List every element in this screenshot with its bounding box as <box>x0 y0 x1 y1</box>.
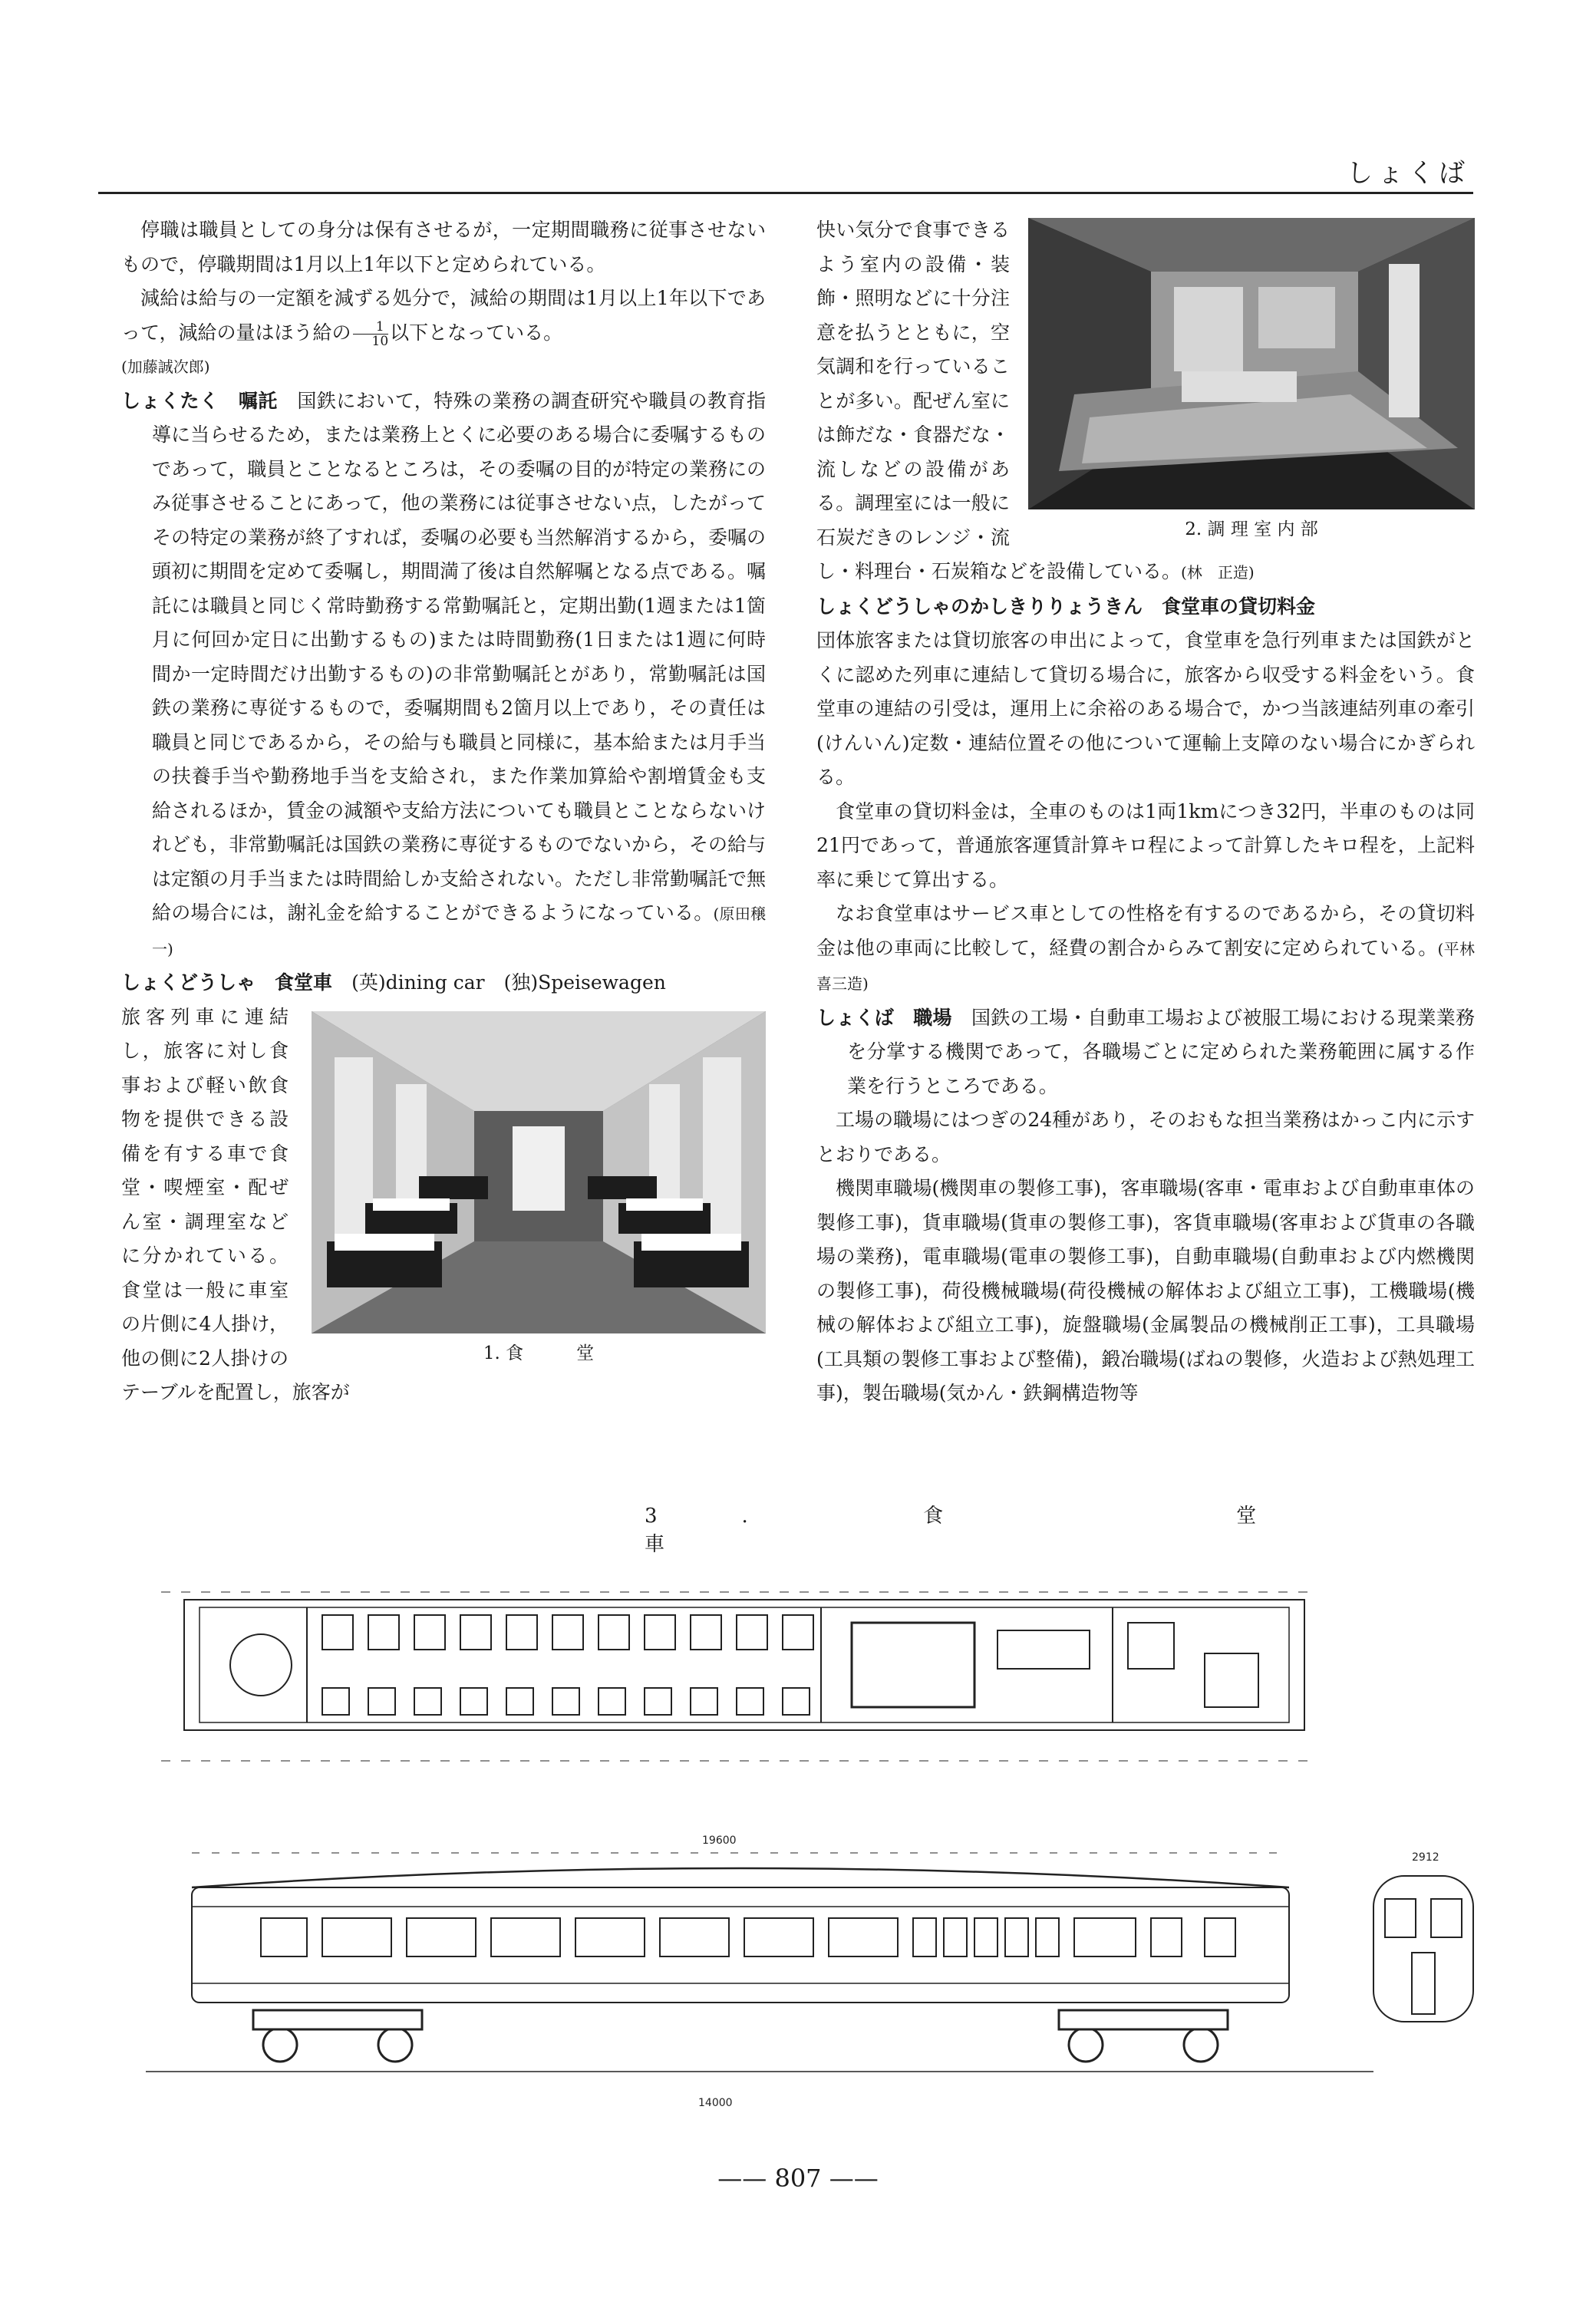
page-number: —— 807 —— <box>717 2164 879 2193</box>
dining-car-photo-drawing <box>312 1011 766 1333</box>
signature-harada: (原田穣一) <box>152 905 766 958</box>
entry-shokutaku-body: 国鉄において，特殊の業務の調査研究や職員の教育指導に当らせるため，または業務上とくに必要のある場合に委嘱するものであって，職員とことなるところは，その委嘱の目的が特定の業務にのみ従事させることにあって，他の業務には従事させない点，したがってその特定の業務が終了すれば，委嘱の必要も当然解消するから，委嘱の頭初に期間を定めて委嘱し，期間満了後は自然解嘱となる点である。嘱託には職員と同じく常時勤務する常勤嘱託と，定期出勤(1週または1箇月に何回か定日に出勤するもの)または時間勤務(1日または1週に何時間か一定時間だけ出勤するもの)の非常勤嘱託とがあり，常勤嘱託は国鉄の業務に専従するもので，委嘱期間も2箇月以上であり，その責任は職員と同じであるから，その給与も職員と同様に，基本給または月手当の扶養手当や勤務地手当を支給され，また作業加算給や割増賃金も支給されるほか，賃金の減額や支給方法についても職員とことならないけれども，非常勤嘱託は国鉄の業務に専従するものでないから，その給与は定額の月手当または時間給しか支給されない。ただし非常勤嘱託で無給の場合には，謝礼金を給することができるようになっている。 <box>152 389 767 924</box>
left-column <box>121 213 766 1410</box>
entry-shokutaku-reading: しょくたく <box>121 389 219 412</box>
entry-shokutaku-term: 嘱託 <box>238 389 278 412</box>
page-number-value: 807 <box>774 2164 822 2193</box>
entry-shokuba-p1: 国鉄の工場・自動車工場および被服工場における現業業務を分掌する機関であって，各職場ごとに定められた業務範囲に属する作業を行うところである。 <box>847 1006 1475 1097</box>
entry-kashikiri-heading <box>816 590 1475 625</box>
signature-hayashi: (林 正造) <box>1181 563 1255 582</box>
dim-width: 2912 <box>1412 1851 1439 1864</box>
entry-kashikiri-p3-text: なお食堂車はサービス車としての性格を有するのであるから，その貸切料金は他の車両に比較して，経費の割合からみて割安に定められている。 <box>816 902 1475 959</box>
dim-total-length: 19600 <box>702 1834 737 1847</box>
photo2-caption: 2. 調 理 室 内 部 <box>1185 519 1318 539</box>
car-plan-and-elevation <box>115 1500 1550 2160</box>
entry-kashikiri-p2: 食堂車の貸切料金は，全車のものは1両1kmにつき32円，半車のものは同21円であって，普通旅客運賃計算キロ程によって計算したキロ程を，上記料率に乗じて算出する。 <box>816 799 1475 891</box>
entry-shokudosha-term: 食堂車 <box>275 971 333 994</box>
right-column <box>816 213 1475 1411</box>
end-view <box>1373 1876 1473 2022</box>
fraction-denominator: 10 <box>371 333 389 349</box>
photo1-caption: 1. 食 堂 <box>483 1343 595 1363</box>
genkyu-text-b: 以下となっている。 <box>390 321 563 344</box>
entry-shokuba-term: 職場 <box>913 1006 952 1029</box>
fraction-one-tenth <box>353 320 389 348</box>
signature-kato: (加藤誠次郎) <box>121 358 210 376</box>
entry-shokutaku <box>121 384 766 967</box>
entry-kashikiri-term: 食堂車の貸切料金 <box>1162 595 1316 618</box>
entry-kashikiri-p3 <box>816 897 1475 1001</box>
entry-shokudosha-en: (英)dining car <box>351 971 485 994</box>
dim-body-length: 14000 <box>698 2097 733 2109</box>
genkyu-text-a: 減給は給与の一定額を減ずる処分で，減給の期間は1月以上1年以下であって，減給の量はほう給の <box>121 287 766 344</box>
fraction-numerator: 1 <box>353 320 389 335</box>
teishoku-paragraph: 停職は職員としての身分は保有させるが，一定期間職務に従事させないもので，停職期間は1月以上1年以下と定められている。 <box>121 219 766 275</box>
figure-dining-car-drawing <box>115 1500 1550 2160</box>
running-head: しょくば <box>1347 158 1469 189</box>
photo-kitchen-interior <box>1028 218 1475 509</box>
entry-shokudosha-de: (独)Speisewagen <box>503 971 666 994</box>
entry-shokuba <box>816 1001 1475 1104</box>
entry-shokuba-p3: 機関車職場(機関車の製修工事)，客車職場(客車・電車および自動車車体の製修工事)，貨車職場(貨車の製修工事)，客貨車職場(客車および貨車の各職場の業務)，電車職場(電車の製修工事)，自動車職場(自動車および内燃機関の製修工事)，荷役機械職場(荷役機械の解体および組立工事)，工機職場(機械の解体および組立工事)，旋盤職場(金属製品の機械削正工事)，工具職場(工具類の製修工事および整備)，鍛冶職場(ばねの製修，火造および熱処理工事)，製缶職場(気かん・鉄鋼構造物等 <box>816 1177 1475 1404</box>
photo-dining-car-interior <box>312 1011 766 1333</box>
entry-kashikiri-p1: 団体旅客または貸切旅客の申出によって，食堂車を急行列車または国鉄がとくに認めた列車に連結して貸切る場合に，旅客から収受する料金をいう。食堂車の連結の引受は，運用上に余裕のある場合で，かつ当該連結列車の牽引(けんいん)定数・連結位置その他について運輸上支障のない場合にかぎられる。 <box>816 629 1475 788</box>
kitchen-photo-drawing <box>1028 218 1475 509</box>
entry-kashikiri-reading: しょくどうしゃのかしきりりょうきん <box>816 595 1143 618</box>
signature-hirabayashi: (平林喜三造) <box>816 939 1475 993</box>
entry-shokudosha-reading: しょくどうしゃ <box>121 971 256 994</box>
figure3-title: 3. 食 堂 車 <box>645 1505 1550 1556</box>
entry-shokudosha <box>121 966 766 1000</box>
entry-shokuba-reading: しょくば <box>816 1006 894 1029</box>
entry-shokudosha-body: 旅客列車に連結し，旅客に対し食事および軽い飲食物を提供できる設備を有する車で食堂・喫煙室・配ぜん室・調理室などに分かれている。食堂は一般に車室の片側に4人掛け，他の側に2人掛けのテーブルを配置し，旅客が <box>121 1005 350 1403</box>
header-rule <box>98 192 1473 194</box>
entry-shokudosha-body-wrap <box>121 1000 766 1410</box>
shokudosha-continued-text: 快い気分で食事できるよう室内の設備・装飾・照明などに十分注意を払うとともに，空気調和を行っていることが多い。配ぜん室には飾だな・食器だな・流しなどの設備がある。調理室には一般に石炭だきのレンジ・流し・料理台・石炭箱などを設備している。 <box>816 219 1182 582</box>
entry-shokuba-p2: 工場の職場にはつぎの24種があり，そのおもな担当業務はかっこ内に示すとおりである。 <box>816 1109 1475 1165</box>
genkyu-paragraph <box>121 282 766 350</box>
